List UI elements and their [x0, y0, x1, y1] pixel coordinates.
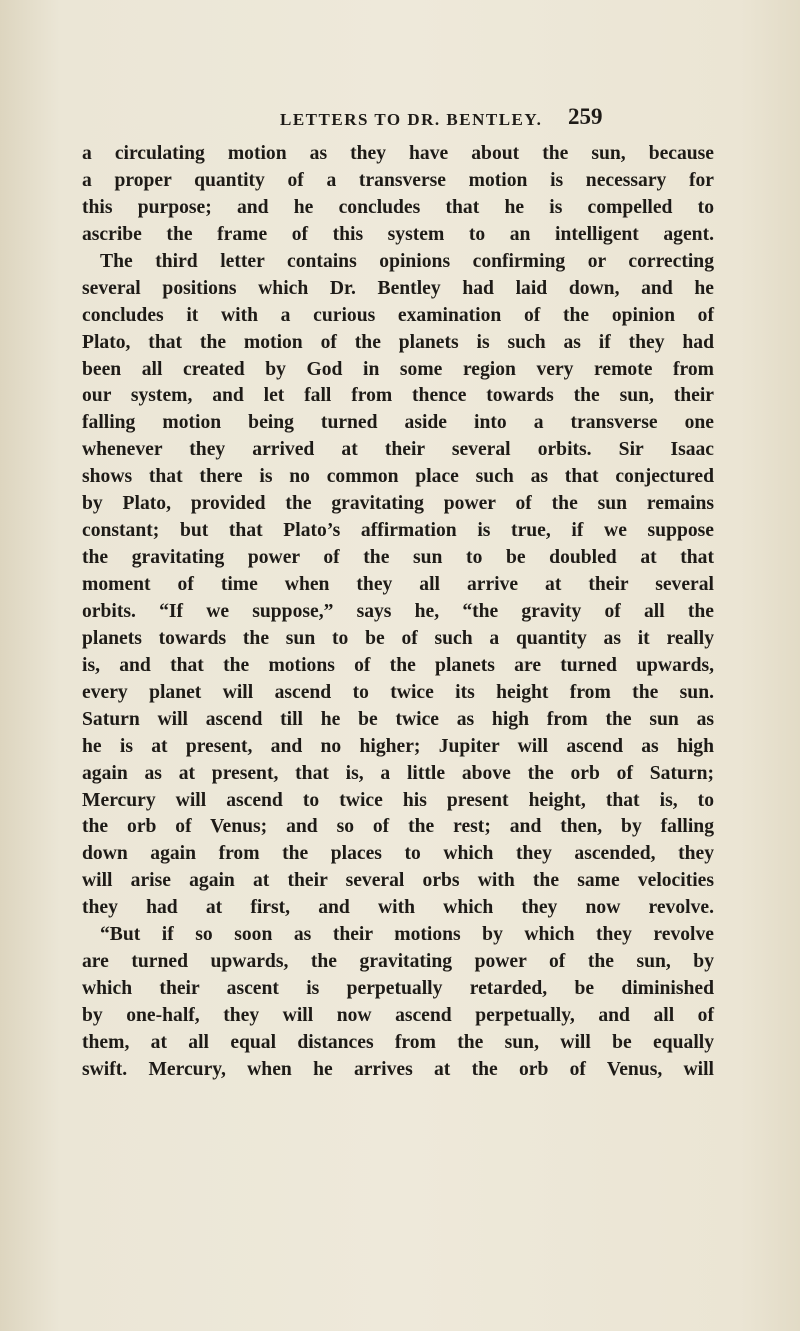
text-line: Mercury will ascend to twice his present height, that is, to	[82, 789, 714, 811]
text-line: ascribe the frame of this system to an intelligent agent.	[82, 223, 714, 245]
text-line: the gravitating power of the sun to be doubled at that	[82, 547, 714, 569]
text-line: falling motion being turned aside into a transverse one	[82, 412, 714, 434]
text-line: a circulating motion as they have about the sun, because	[82, 143, 714, 164]
text-line: a proper quantity of a transverse motion is necessary for	[82, 169, 714, 191]
text-line: every planet will ascend to twice its height from the sun.	[82, 681, 714, 703]
text-line: Plato, that the motion of the planets is such as if they had	[82, 331, 714, 353]
text-line: The third letter contains opinions confirming or correcting	[100, 250, 714, 272]
text-line: orbits. “If we suppose,” says he, “the gravity of all the	[82, 600, 714, 622]
body-text	[82, 141, 714, 1084]
text-line: shows that there is no common place such as that conjectured	[82, 466, 714, 488]
text-line: our system, and let fall from thence towards the sun, their	[82, 385, 714, 407]
text-line: which their ascent is perpetually retarded, be diminished	[82, 978, 714, 1000]
text-line: down again from the places to which they ascended, they	[82, 843, 714, 865]
text-line: been all created by God in some region very remote from	[82, 358, 714, 380]
text-line: are turned upwards, the gravitating power of the sun, by	[82, 951, 714, 973]
page-number: 259	[568, 104, 603, 129]
text-line: constant; but that Plato’s affirmation is true, if we suppose	[82, 520, 714, 542]
text-line: “But if so soon as their motions by which they revolve	[100, 924, 714, 946]
text-line: the orb of Venus; and so of the rest; and then, by falling	[82, 816, 714, 838]
text-line: whenever they arrived at their several orbits. Sir Isaac	[82, 439, 714, 461]
text-line: is, and that the motions of the planets are turned upwards,	[82, 654, 714, 676]
text-line: this purpose; and he concludes that he is compelled to	[82, 196, 714, 218]
text-line: Saturn will ascend till he be twice as high from the sun as	[82, 708, 714, 730]
text-line: swift. Mercury, when he arrives at the orb of Venus, will	[82, 1058, 714, 1080]
text-line: planets towards the sun to be of such a quantity as it really	[82, 627, 714, 649]
text-line: moment of time when they all arrive at their several	[82, 574, 714, 595]
text-line: them, at all equal distances from the sun, will be equally	[82, 1031, 714, 1053]
text-line: by one-half, they will now ascend perpetually, and all of	[82, 1005, 714, 1026]
text-line: will arise again at their several orbs with the same velocities	[82, 870, 714, 892]
text-line: he is at present, and no higher; Jupiter will ascend as high	[82, 735, 714, 757]
running-head: LETTERS TO DR. BENTLEY.	[280, 110, 543, 129]
text-line: again as at present, that is, a little above the orb of Saturn;	[82, 762, 714, 784]
text-line: concludes it with a curious examination of the opinion of	[82, 304, 714, 326]
text-line: several positions which Dr. Bentley had laid down, and he	[82, 277, 714, 299]
page-header	[0, 104, 800, 134]
text-line: by Plato, provided the gravitating power of the sun remains	[82, 493, 714, 515]
text-line: they had at first, and with which they now revolve.	[82, 897, 714, 919]
